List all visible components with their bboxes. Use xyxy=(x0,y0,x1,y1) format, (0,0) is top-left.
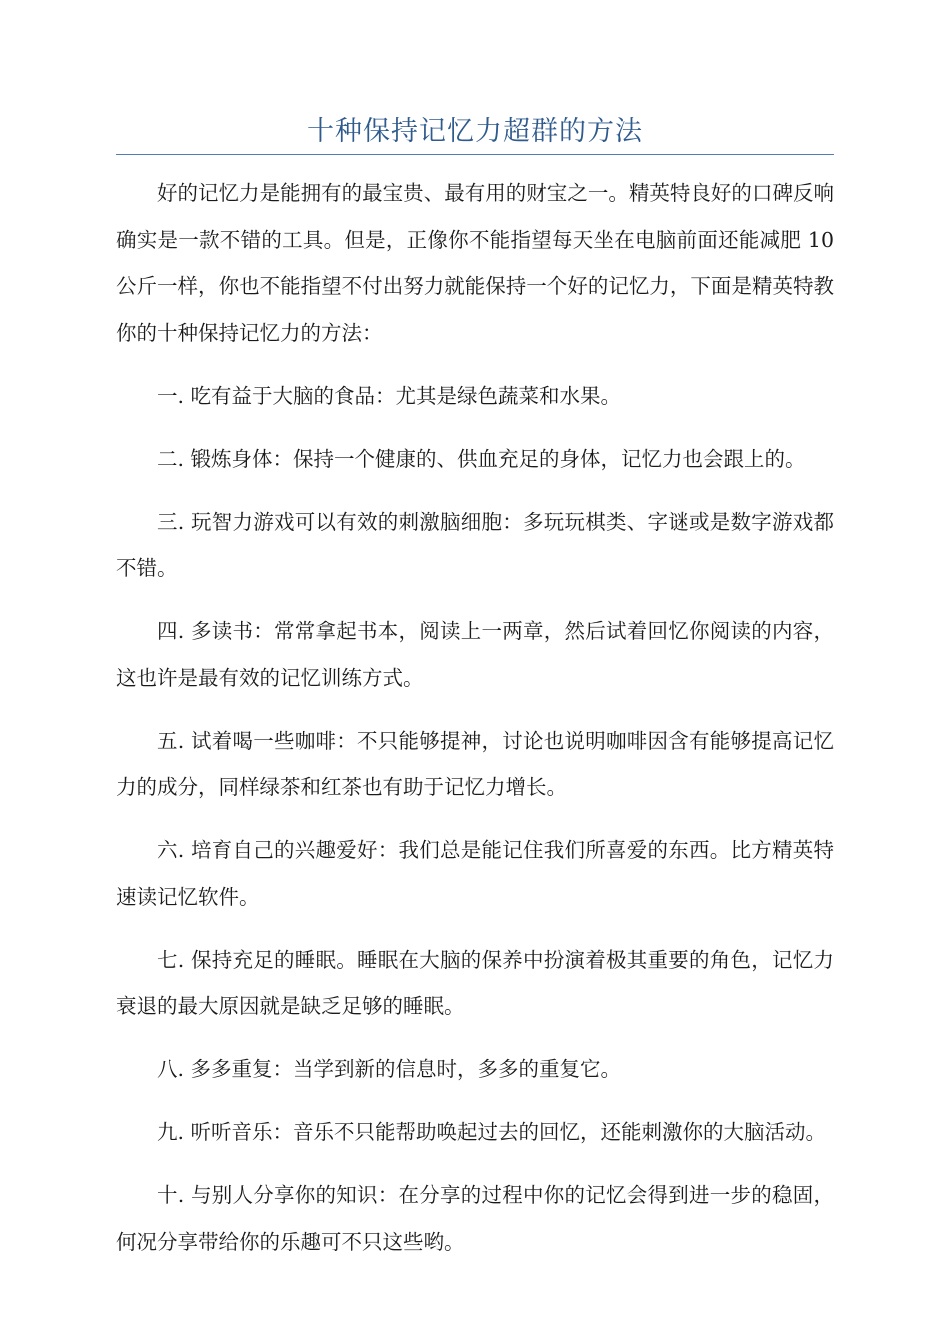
title-underline xyxy=(116,154,834,155)
intro-paragraph: 好的记忆力是能拥有的最宝贵、最有用的财宝之一。精英特良好的口碑反响确实是一款不错的工具。但是，正像你不能指望每天坐在电脑前面还能减肥 10 公斤一样，你也不能指望不付出努力就能保持一个好的记忆力，下面是精英特教你的十种保持记忆力的方法： xyxy=(116,181,834,345)
method-item-6: 六. 培育自己的兴趣爱好：我们总是能记住我们所喜爱的东西。比方精英特速读记忆软件。 xyxy=(116,838,834,909)
method-item-10: 十. 与别人分享你的知识：在分享的过程中你的记忆会得到进一步的稳固，何况分享带给你的乐趣可不只这些哟。 xyxy=(116,1183,834,1254)
method-item-4: 四. 多读书：常常拿起书本，阅读上一两章，然后试着回忆你阅读的内容，这也许是最有效的记忆训练方式。 xyxy=(116,619,834,690)
method-item-5: 五. 试着喝一些咖啡：不只能够提神，讨论也说明咖啡因含有能够提高记忆力的成分，同样绿茶和红茶也有助于记忆力增长。 xyxy=(116,728,834,799)
method-item-2: 二. 锻炼身体：保持一个健康的、供血充足的身体，记忆力也会跟上的。 xyxy=(157,446,806,471)
method-item-1: 一. 吃有益于大脑的食品：尤其是绿色蔬菜和水果。 xyxy=(157,383,622,408)
method-item-7: 七. 保持充足的睡眠。睡眠在大脑的保养中扮演着极其重要的角色，记忆力衰退的最大原因就是缺乏足够的睡眠。 xyxy=(116,947,834,1018)
method-item-8: 八. 多多重复：当学到新的信息时，多多的重复它。 xyxy=(157,1057,622,1081)
method-item-9: 九. 听听音乐：音乐不只能帮助唤起过去的回忆，还能刺激你的大脑活动。 xyxy=(157,1120,827,1144)
document-title: 十种保持记忆力超群的方法 xyxy=(307,116,643,147)
document-body xyxy=(116,170,834,1282)
method-item-3: 三. 玩智力游戏可以有效的刺激脑细胞：多玩玩棋类、字谜或是数字游戏都不错。 xyxy=(116,509,834,580)
